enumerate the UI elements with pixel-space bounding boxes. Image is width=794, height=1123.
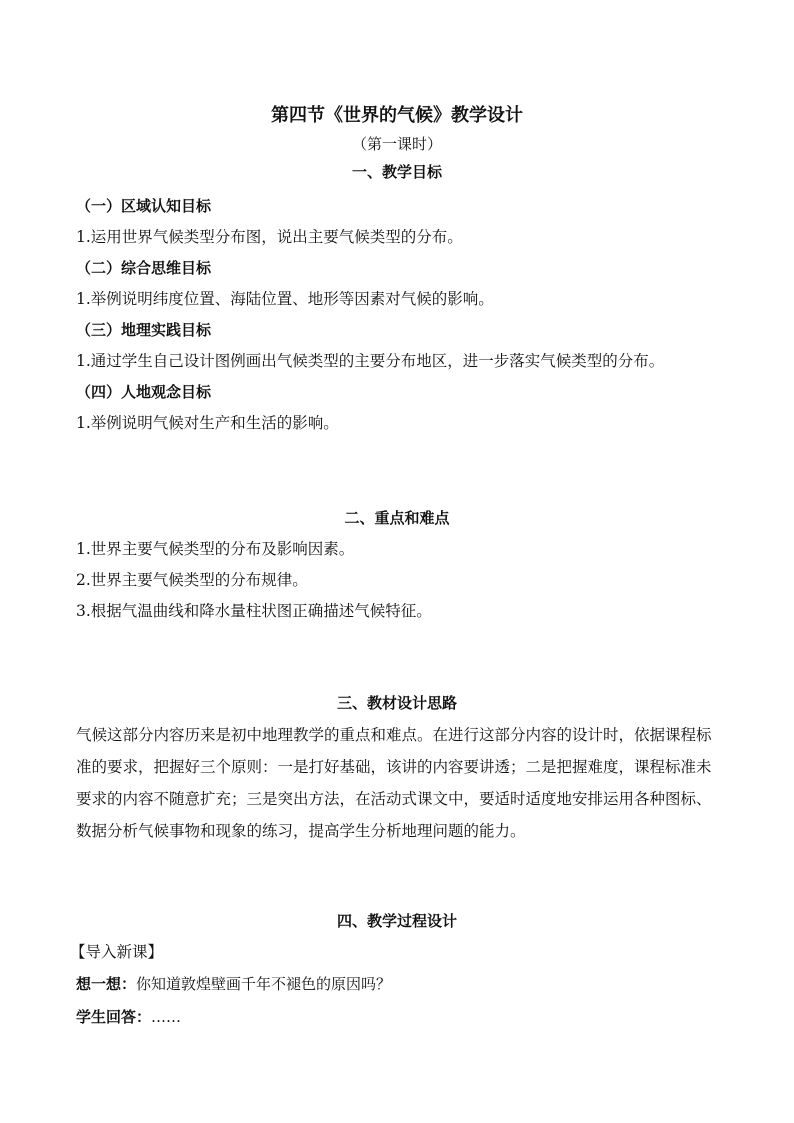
intro-label: 【导入新课】: [70, 943, 164, 961]
design-ideas-line: 数据分析气候事物和现象的练习，提高学生分析地理问题的能力。: [76, 822, 526, 840]
think-question: [76, 974, 391, 994]
student-answer: [76, 1007, 181, 1027]
objective-heading-4: （四）人地观念目标: [76, 383, 212, 401]
objective-heading-1: （一）区域认知目标: [76, 197, 212, 215]
key-point-line: 3.根据气温曲线和降水量柱状图正确描述气候特征。: [76, 602, 432, 620]
section-heading-objectives: 一、教学目标: [351, 163, 442, 181]
document-title: 第四节《世界的气候》教学设计: [271, 105, 523, 126]
key-point-line: 2.世界主要气候类型的分布规律。: [76, 571, 308, 589]
design-ideas-line: 要求的内容不随意扩充；三是突出方法，在活动式课文中，要适时适度地安排运用各种图标、: [76, 790, 712, 808]
objective-text-1: 1.运用世界气候类型分布图，说出主要气候类型的分布。: [76, 228, 463, 246]
answer-label: 学生回答：: [76, 1008, 152, 1026]
objective-text-3: 1.通过学生自己设计图例画出气候类型的主要分布地区，进一步落实气候类型的分布。: [76, 352, 665, 370]
objective-heading-3: （三）地理实践目标: [76, 321, 212, 339]
section-heading-design-ideas: 三、教材设计思路: [336, 694, 457, 712]
design-ideas-line: 准的要求，把握好三个原则：一是打好基础，该讲的内容要讲透；二是把握难度，课程标准未: [76, 758, 712, 776]
objective-text-4: 1.举例说明气候对生产和生活的影响。: [76, 414, 339, 432]
section-heading-teaching-process: 四、教学过程设计: [336, 912, 457, 930]
objective-text-2: 1.举例说明纬度位置、海陆位置、地形等因素对气候的影响。: [76, 290, 494, 308]
key-point-line: 1.世界主要气候类型的分布及影响因素。: [76, 540, 355, 558]
objective-heading-2: （二）综合思维目标: [76, 259, 212, 277]
section-heading-key-points: 二、重点和难点: [344, 509, 450, 527]
answer-text: ……: [151, 1008, 182, 1026]
document-subtitle: （第一课时）: [351, 135, 442, 153]
design-ideas-line: 气候这部分内容历来是初中地理教学的重点和难点。在进行这部分内容的设计时，依据课程标: [76, 726, 712, 744]
think-label: 想一想：: [76, 975, 137, 993]
think-text: 你知道敦煌壁画千年不褪色的原因吗？: [136, 975, 392, 993]
